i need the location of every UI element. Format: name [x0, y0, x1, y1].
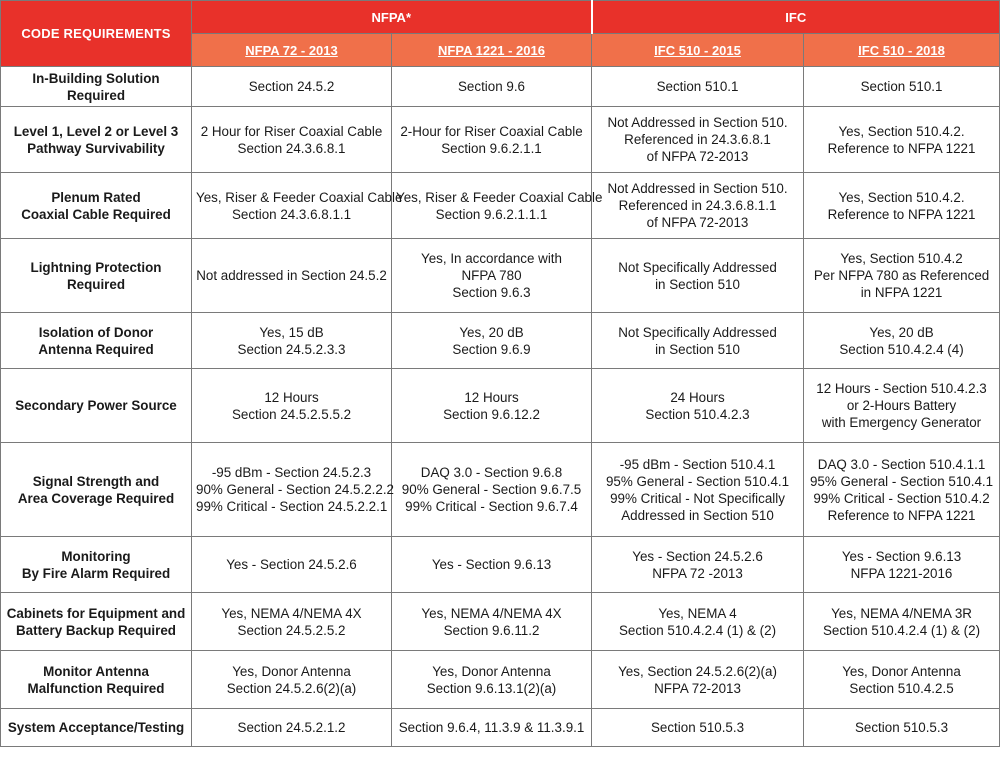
cell-line: Section 510.5.3 [650, 720, 745, 735]
cell-line: -95 dBm - Section 510.4.1 [619, 456, 776, 472]
cell-line: NFPA 1221-2016 [850, 565, 953, 581]
cell-line: Yes - Section 24.5.2.6 [226, 557, 357, 572]
cell-nfpa-72-2013 [192, 107, 392, 173]
cell-ifc-510-2018 [804, 709, 1000, 747]
cell-line: Section 510.4.2.5 [849, 680, 954, 696]
cell-line: Section 510.1 [656, 79, 739, 94]
cell-line: Section 24.5.2.3.3 [237, 341, 346, 357]
cell-line: Yes - Section 24.5.2.6 [632, 548, 763, 564]
cell-line: Section 9.6.2.1.1.1 [435, 206, 548, 222]
cell-line: NFPA 72 -2013 [652, 565, 743, 581]
column-header-ifc-510-2015[interactable]: IFC 510 - 2015 [592, 34, 804, 67]
cell-line: of NFPA 72-2013 [646, 215, 749, 230]
row-label-line: Signal Strength and [32, 473, 160, 489]
row-label [1, 239, 192, 313]
cell-nfpa-1221-2016 [392, 107, 592, 173]
table-row [1, 537, 1000, 593]
cell-line: 99% Critical - Section 24.5.2.2.1 [196, 499, 388, 514]
row-label-line: By Fire Alarm Required [21, 565, 171, 581]
cell-ifc-510-2018 [804, 107, 1000, 173]
row-label-line: Isolation of Donor [38, 324, 154, 340]
table-row [1, 239, 1000, 313]
cell-line: 2 Hour for Riser Coaxial Cable [200, 123, 383, 139]
row-label [1, 313, 192, 369]
cell-line: Section 24.5.2.5.5.2 [231, 406, 352, 422]
cell-line: of NFPA 72-2013 [646, 149, 749, 164]
cell-ifc-510-2015 [592, 443, 804, 537]
cell-ifc-510-2018 [804, 173, 1000, 239]
table-row [1, 107, 1000, 173]
cell-nfpa-72-2013 [192, 67, 392, 107]
cell-line: Yes, In accordance with [421, 251, 562, 266]
cell-ifc-510-2015 [592, 651, 804, 709]
row-label-line: In-Building Solution [32, 70, 160, 86]
cell-line: Section 9.6.9 [452, 341, 531, 357]
row-label [1, 173, 192, 239]
table-body [1, 67, 1000, 747]
cell-line: Section 24.3.6.8.1.1 [231, 206, 352, 222]
row-label [1, 443, 192, 537]
cell-line: Reference to NFPA 1221 [827, 206, 976, 222]
cell-line: in Section 510 [655, 341, 740, 357]
cell-ifc-510-2015 [592, 239, 804, 313]
cell-line: Yes, Donor Antenna [232, 663, 351, 679]
cell-line: 99% Critical - Section 510.4.2 [813, 490, 990, 506]
table-row [1, 651, 1000, 709]
cell-nfpa-1221-2016 [392, 537, 592, 593]
cell-nfpa-1221-2016 [392, 67, 592, 107]
row-label [1, 709, 192, 747]
cell-ifc-510-2015 [592, 173, 804, 239]
cell-line: Section 24.3.6.8.1 [237, 140, 346, 156]
cell-line: Section 9.6 [458, 79, 525, 94]
cell-line: Not Specifically Addressed [618, 324, 777, 340]
cell-line: 90% General - Section 9.6.7.5 [401, 482, 582, 497]
row-label [1, 593, 192, 651]
cell-nfpa-1221-2016 [392, 239, 592, 313]
cell-line: Section 24.5.2.1.2 [237, 720, 346, 735]
cell-line: DAQ 3.0 - Section 9.6.8 [420, 465, 563, 480]
cell-line: NFPA 780 [461, 268, 522, 283]
cell-line: 24 Hours [670, 389, 725, 405]
cell-nfpa-72-2013 [192, 709, 392, 747]
cell-line: Yes, Riser & Feeder Coaxial Cable [396, 189, 603, 205]
cell-nfpa-72-2013 [192, 651, 392, 709]
cell-line: Yes, Donor Antenna [842, 663, 961, 679]
cell-line: Referenced in 24.3.6.8.1 [624, 132, 771, 147]
cell-nfpa-72-2013 [192, 369, 392, 443]
cell-ifc-510-2018 [804, 239, 1000, 313]
cell-ifc-510-2015 [592, 107, 804, 173]
row-label-line: Cabinets for Equipment and [6, 605, 186, 621]
table-row [1, 593, 1000, 651]
row-label-line: Monitoring [61, 548, 131, 564]
cell-nfpa-72-2013 [192, 173, 403, 239]
cell-line: Addressed in Section 510 [621, 507, 774, 523]
cell-line: Reference to NFPA 1221 [827, 507, 976, 523]
cell-nfpa-1221-2016 [392, 313, 592, 369]
table-row [1, 443, 1000, 537]
cell-line: Section 24.5.2.5.2 [237, 622, 346, 638]
row-label-line: Level 1, Level 2 or Level 3 [13, 123, 179, 139]
cell-line: 95% General - Section 510.4.1 [809, 473, 994, 489]
cell-line: Section 510.4.2.3 [645, 406, 750, 422]
column-header-nfpa-72-2013[interactable]: NFPA 72 - 2013 [192, 34, 392, 67]
cell-line: Section 510.5.3 [854, 720, 949, 735]
row-label-line: Area Coverage Required [17, 490, 175, 506]
cell-line: Not addressed in Section 24.5.2 [196, 268, 387, 283]
cell-ifc-510-2015 [592, 369, 804, 443]
row-label-line: Battery Backup Required [16, 622, 176, 638]
cell-line: Referenced in 24.3.6.8.1.1 [618, 198, 777, 213]
cell-line: 99% Critical - Not Specifically [610, 490, 785, 506]
cell-line: Yes, Section 510.4.2. [838, 123, 965, 139]
cell-line: 12 Hours [464, 389, 519, 405]
table-row [1, 369, 1000, 443]
cell-line: Yes, Section 510.4.2 [840, 251, 963, 266]
cell-line: Yes, 20 dB [459, 324, 524, 340]
cell-line: Yes, NEMA 4/NEMA 4X [421, 605, 562, 621]
row-label-line: Required [66, 276, 126, 292]
cell-ifc-510-2015 [592, 67, 804, 107]
row-label-line: Malfunction Required [27, 680, 165, 696]
cell-nfpa-1221-2016 [392, 443, 592, 537]
cell-line: Not Addressed in Section 510. [607, 181, 788, 196]
cell-line: in NFPA 1221 [860, 285, 943, 300]
cell-line: Yes, Donor Antenna [432, 663, 551, 679]
cell-ifc-510-2015 [592, 537, 804, 593]
row-label [1, 369, 192, 443]
table-row [1, 67, 1000, 107]
cell-nfpa-72-2013 [192, 239, 392, 313]
cell-line: 12 Hours [264, 389, 319, 405]
cell-line: 12 Hours - Section 510.4.2.3 [816, 381, 987, 396]
cell-ifc-510-2018 [804, 369, 1000, 443]
cell-line: or 2-Hours Battery [846, 398, 957, 413]
nfpa-group-header: NFPA* [192, 1, 592, 34]
cell-line: 99% Critical - Section 9.6.7.4 [405, 499, 578, 514]
cell-line: Section 510.4.2.4 (1) & (2) [618, 622, 777, 638]
cell-line: Section 9.6.3 [452, 285, 531, 300]
row-label-line: Monitor Antenna [43, 663, 149, 679]
cell-line: Section 510.4.2.4 (1) & (2) [822, 622, 981, 638]
cell-line: with Emergency Generator [821, 415, 982, 430]
cell-line: Yes - Section 9.6.13 [431, 557, 552, 572]
cell-ifc-510-2018 [804, 651, 1000, 709]
cell-line: Yes, Section 510.4.2. [838, 189, 965, 205]
cell-line: Section 9.6.4, 11.3.9 & 11.3.9.1 [398, 720, 585, 735]
row-label [1, 537, 192, 593]
cell-nfpa-72-2013 [192, 443, 395, 537]
row-label-line: System Acceptance/Testing [7, 720, 185, 735]
cell-ifc-510-2018 [804, 443, 1000, 537]
row-label-line: Lightning Protection [30, 259, 162, 275]
cell-line: Reference to NFPA 1221 [827, 140, 976, 156]
cell-line: Yes, Riser & Feeder Coaxial Cable [196, 189, 403, 205]
cell-line: 95% General - Section 510.4.1 [605, 473, 790, 489]
cell-line: Section 24.5.2.6(2)(a) [226, 680, 357, 696]
column-header-nfpa-1221-2016[interactable]: NFPA 1221 - 2016 [392, 34, 592, 67]
cell-ifc-510-2018 [804, 537, 1000, 593]
cell-line: Section 510.4.2.4 (4) [839, 341, 964, 357]
cell-nfpa-72-2013 [192, 537, 392, 593]
cell-line: Section 9.6.13.1(2)(a) [426, 680, 557, 696]
cell-nfpa-1221-2016 [392, 593, 592, 651]
row-label-line: Plenum Rated [51, 189, 141, 205]
row-label-line: Pathway Survivability [27, 140, 165, 156]
cell-line: 2-Hour for Riser Coaxial Cable [400, 123, 583, 139]
cell-ifc-510-2015 [592, 313, 804, 369]
cell-nfpa-1221-2016 [392, 651, 592, 709]
cell-line: Not Addressed in Section 510. [607, 115, 788, 130]
cell-ifc-510-2015 [592, 709, 804, 747]
cell-line: Not Specifically Addressed [618, 259, 777, 275]
row-label-line: Antenna Required [38, 341, 154, 357]
code-requirements-header: CODE REQUIREMENTS [1, 1, 192, 67]
table-row [1, 709, 1000, 747]
cell-nfpa-1221-2016 [392, 173, 603, 239]
header-group-row [1, 1, 1000, 34]
cell-line: Section 24.5.2 [248, 79, 335, 94]
table-row [1, 173, 1000, 239]
cell-nfpa-72-2013 [192, 313, 392, 369]
ifc-group-header: IFC [592, 1, 1000, 34]
row-label [1, 67, 192, 107]
cell-nfpa-1221-2016 [392, 369, 592, 443]
cell-line: Yes, Section 24.5.2.6(2)(a) [618, 663, 777, 679]
cell-line: in Section 510 [655, 276, 740, 292]
cell-line: DAQ 3.0 - Section 510.4.1.1 [817, 456, 986, 472]
row-label [1, 107, 192, 173]
cell-line: Section 9.6.2.1.1 [441, 140, 542, 156]
cell-line: Yes, 15 dB [259, 324, 324, 340]
cell-line: Yes, NEMA 4/NEMA 4X [221, 605, 362, 621]
cell-ifc-510-2018 [804, 593, 1000, 651]
cell-nfpa-72-2013 [192, 593, 392, 651]
cell-line: Yes, 20 dB [869, 324, 934, 340]
row-label [1, 651, 192, 709]
cell-line: NFPA 72-2013 [654, 680, 741, 696]
table-row [1, 313, 1000, 369]
cell-line: 90% General - Section 24.5.2.2.2 [196, 482, 395, 497]
cell-line: Section 9.6.11.2 [443, 622, 540, 638]
row-label-line: Secondary Power Source [15, 398, 177, 413]
cell-line: Yes, NEMA 4 [658, 605, 737, 621]
cell-ifc-510-2018 [804, 67, 1000, 107]
cell-line: Yes - Section 9.6.13 [841, 548, 962, 564]
row-label-line: Coaxial Cable Required [21, 206, 171, 222]
cell-line: Section 9.6.12.2 [443, 406, 540, 422]
cell-line: Per NFPA 780 as Referenced [813, 268, 990, 283]
cell-ifc-510-2018 [804, 313, 1000, 369]
cell-nfpa-1221-2016 [392, 709, 592, 747]
column-header-ifc-510-2018[interactable]: IFC 510 - 2018 [804, 34, 1000, 67]
cell-line: Section 510.1 [860, 79, 943, 94]
cell-line: -95 dBm - Section 24.5.2.3 [211, 465, 372, 480]
cell-line: Yes, NEMA 4/NEMA 3R [831, 605, 972, 621]
row-label-line: Required [66, 87, 126, 103]
cell-ifc-510-2015 [592, 593, 804, 651]
